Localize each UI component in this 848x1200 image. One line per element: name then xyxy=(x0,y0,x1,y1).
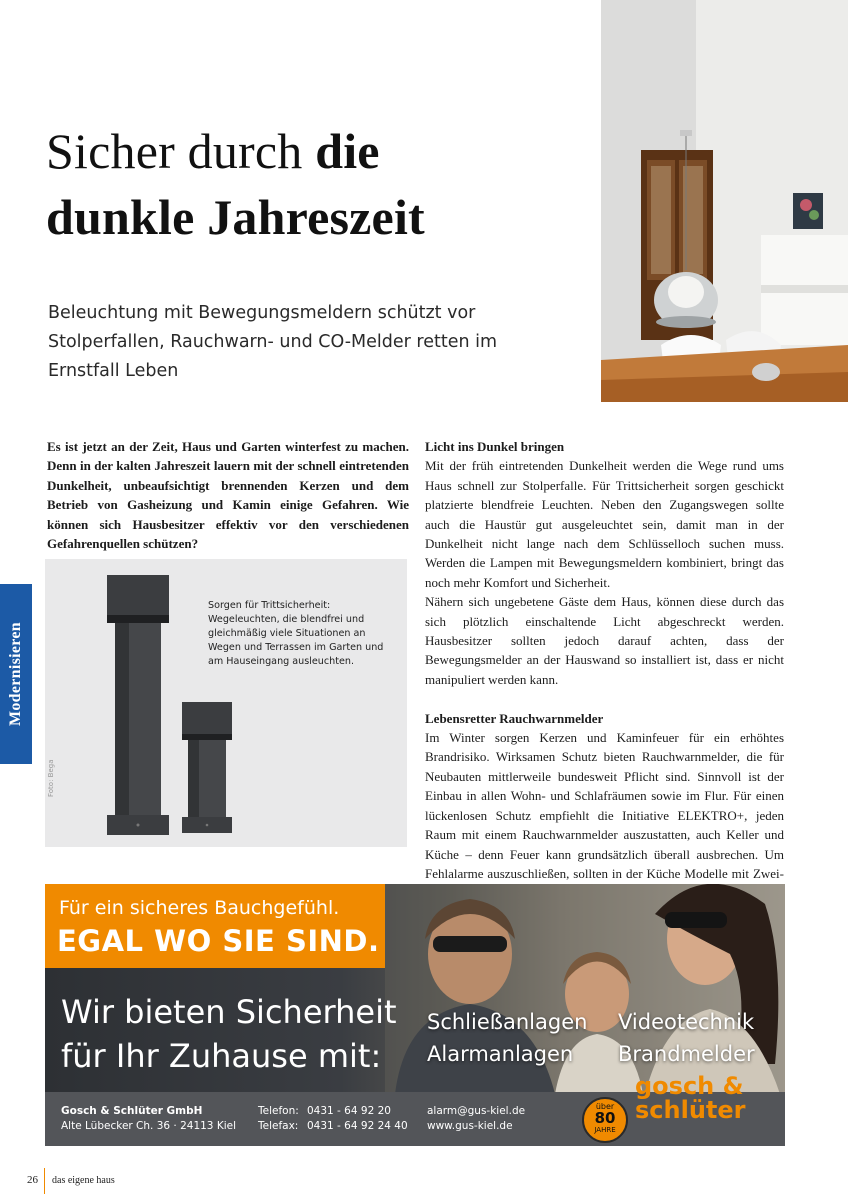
article-subtitle: Beleuchtung mit Bewegungsmeldern schützt vor Stolperfallen, Rauchwarn- und CO-Melder retten im Ernstfall Leben xyxy=(48,303,498,381)
title-bold-1: die xyxy=(315,123,380,179)
ad-logo xyxy=(635,1074,746,1122)
ad-tagline-2: EGAL WO SIE SIND. xyxy=(57,924,380,958)
ad-company: Gosch & Schlüter GmbH xyxy=(61,1105,203,1117)
magazine-name: das eigene haus xyxy=(52,1175,115,1186)
badge-bottom: JAHRE xyxy=(594,1126,616,1134)
advertisement xyxy=(45,884,785,1146)
ad-fax: 0431 - 64 92 24 40 xyxy=(307,1120,408,1132)
logo-line-1: gosch & xyxy=(635,1072,744,1100)
ad-tagline-1: Für ein sicheres Bauchgefühl. xyxy=(59,897,340,919)
ad-company-block xyxy=(61,1104,236,1134)
logo-line-2: schlüter xyxy=(635,1096,746,1124)
article-intro: Es ist jetzt an der Zeit, Haus und Garten winterfest zu machen. Denn in der kalten Jahreszeit lauern mit der schnell eintretenden Dunkelheit, unbeaufsichtigt brennenden Kerzen und dem Betrieb von Gasheizung und Kamin einige Gefahren. Wie können sich Hausbesitzer effektiv vor den verschiedenen Gefahrenquellen schützen? xyxy=(47,439,409,552)
ad-phone-labels xyxy=(258,1104,299,1134)
ad-orange-banner xyxy=(45,884,385,968)
paragraph-licht-1: Mit der früh eintretenden Dunkelheit werden die Wege rund ums Haus schnell zur Stolperfalle. Für Trittsicherheit sorgen geschickt platzierte blendfreie Leuchten. Neben den Zugangswegen sollte auch die Haustür gut ausgeleuchtet sein, damit man in der Dunkelheit nicht lange nach dem Schlüsselloch suchen muss. Werden die Lampen mit Bewegungsmeldern kombiniert, bringt das noch mehr Komfort und Sicherheit. xyxy=(425,458,784,590)
ad-web[interactable]: www.gus-kiel.de xyxy=(427,1120,513,1132)
paragraph-rauch: Im Winter sorgen Kerzen und Kaminfeuer für ein erhöhtes Brandrisiko. Wirksamen Schutz bieten Rauchwarnmelder, die für Neubauten mittlerweile bundesweit Pflicht sind. Sinnvoll ist der Einbau in allen Wohn- und Schlafräumen sowie im Flur. Für einen lückenlosen Schutz empfiehlt die Initiative ELEKTRO+, jeden Raum mit einem Rauchwarnmelder auszustatten, auch Keller und Küche – denn Feuer kann grundsätzlich überall ausbrechen. Um Fehlalarme auszuschließen, sollten in der Küche Modelle mit Zwei- xyxy=(425,730,784,881)
ad-fax-label: Telefax: xyxy=(258,1120,299,1132)
ad-headline-2: für Ihr Zuhause mit: xyxy=(61,1037,382,1075)
ad-email[interactable]: alarm@gus-kiel.de xyxy=(427,1105,526,1117)
ad-phone: 0431 - 64 92 20 xyxy=(307,1105,391,1117)
badge-top: über xyxy=(595,1102,615,1111)
paragraph-licht-2: Nähern sich ungebetene Gäste dem Haus, können diese durch das sich plötzlich einschaltende Licht abgeschreckt werden. Hausbesitzer sollten jedoch darauf achten, dass der Bewegungsmelder an der Hauswand so installiert ist, dass er nicht manipuliert werden kann. xyxy=(425,594,784,687)
footer-divider xyxy=(44,1168,45,1194)
ad-headline xyxy=(61,990,421,1078)
ad-service-4: Brandmelder xyxy=(618,1042,755,1066)
article-title xyxy=(46,118,586,250)
product-image-box xyxy=(45,559,407,847)
heading-rauch: Lebensretter Rauchwarnmelder xyxy=(425,710,604,726)
ad-80-years-badge xyxy=(582,1097,628,1143)
ad-service-2: Videotechnik xyxy=(618,1010,755,1034)
ad-service-3: Alarmanlagen xyxy=(427,1042,574,1066)
badge-number: 80 xyxy=(594,1109,616,1127)
heading-licht: Licht ins Dunkel bringen xyxy=(425,439,565,454)
title-bold-2: dunkle Jahreszeit xyxy=(46,189,425,245)
article-right-column xyxy=(425,437,784,903)
ad-headline-1: Wir bieten Sicherheit xyxy=(61,993,397,1031)
section-tab xyxy=(0,584,32,764)
section-tab-label: Modernisieren xyxy=(7,621,24,727)
image-caption: Sorgen für Trittsicherheit: Wegeleuchten, die blendfrei und gleichmäßig viele Situationen an Wegen und Terrassen im Garten und am Hauseingang ausleuchten. xyxy=(208,600,384,667)
dining-room-photo xyxy=(601,0,848,402)
ad-phone-label: Telefon: xyxy=(258,1105,299,1117)
ad-online xyxy=(427,1104,525,1134)
page-number: 26 xyxy=(27,1174,38,1186)
ad-service-1: Schließanlagen xyxy=(427,1010,588,1034)
ad-address: Alte Lübecker Ch. 36 · 24113 Kiel xyxy=(61,1120,237,1132)
title-plain: Sicher durch xyxy=(46,123,316,179)
ad-phone-values xyxy=(307,1104,408,1134)
photo-credit: Foto: Bega xyxy=(47,759,55,797)
